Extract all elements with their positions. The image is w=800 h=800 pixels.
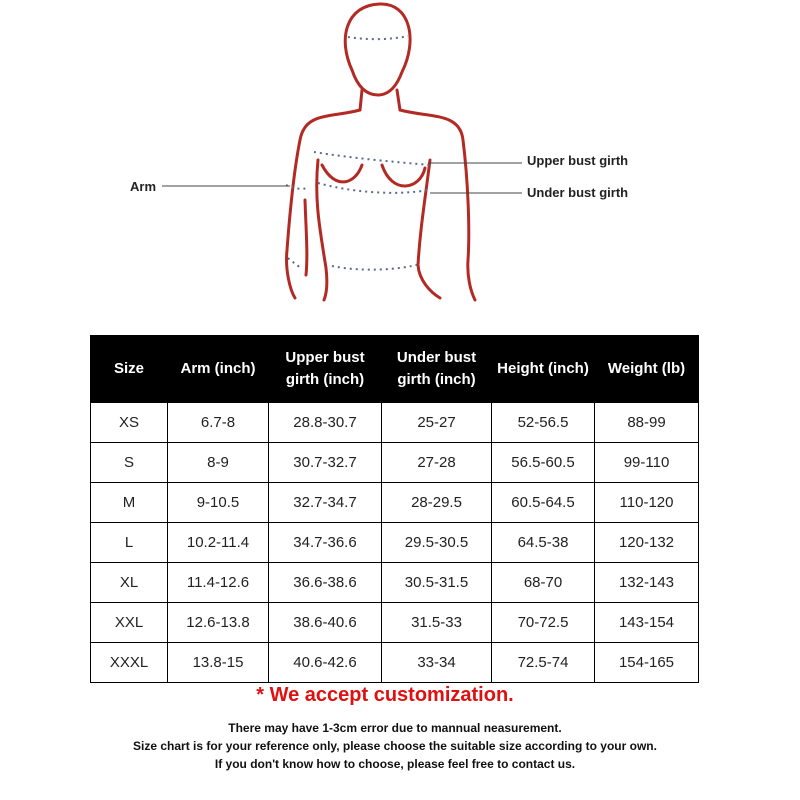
- cell-under-bust: 30.5-31.5: [382, 563, 492, 603]
- arm-label: Arm: [130, 179, 157, 194]
- cell-size: XS: [91, 403, 168, 443]
- customization-notice: * We accept customization.: [256, 684, 514, 706]
- header-upper-bust-line1: Upper bust: [285, 349, 365, 366]
- cell-size: M: [91, 483, 168, 523]
- upper-bust-label: Upper bust girth: [527, 153, 629, 168]
- table-row: [91, 643, 699, 683]
- cell-arm: 6.7-8: [168, 403, 269, 443]
- table-row: [91, 403, 699, 443]
- cell-arm: 11.4-12.6: [168, 563, 269, 603]
- header-row: [91, 336, 699, 403]
- cell-upper-bust: 34.7-36.6: [269, 523, 382, 563]
- cell-upper-bust: 40.6-42.6: [269, 643, 382, 683]
- header-size: Size: [91, 336, 168, 403]
- under-bust-label: Under bust girth: [527, 185, 629, 200]
- table-body: [91, 403, 699, 683]
- header-height: Height (inch): [492, 336, 595, 403]
- cell-weight: 132-143: [595, 563, 699, 603]
- cell-arm: 13.8-15: [168, 643, 269, 683]
- cell-weight: 120-132: [595, 523, 699, 563]
- header-under-bust-line1: Under bust: [396, 349, 477, 366]
- body-measurement-figure: [0, 0, 800, 320]
- cell-arm: 12.6-13.8: [168, 603, 269, 643]
- table-row: [91, 443, 699, 483]
- cell-height: 60.5-64.5: [492, 483, 595, 523]
- header-upper-bust: [269, 336, 382, 403]
- table-header: [91, 336, 699, 403]
- cell-height: 56.5-60.5: [492, 443, 595, 483]
- reference-note: Size chart is for your reference only, please choose the suitable size according to your own.: [133, 739, 657, 753]
- cell-weight: 154-165: [595, 643, 699, 683]
- cell-under-bust: 31.5-33: [382, 603, 492, 643]
- cell-arm: 8-9: [168, 443, 269, 483]
- cell-size: XL: [91, 563, 168, 603]
- cell-arm: 10.2-11.4: [168, 523, 269, 563]
- body-outline-illustration: [0, 0, 800, 320]
- header-arm: Arm (inch): [168, 336, 269, 403]
- header-under-bust: [382, 336, 492, 403]
- cell-under-bust: 25-27: [382, 403, 492, 443]
- cell-upper-bust: 28.8-30.7: [269, 403, 382, 443]
- size-chart-table: [90, 335, 699, 683]
- cell-weight: 99-110: [595, 443, 699, 483]
- cell-height: 52-56.5: [492, 403, 595, 443]
- cell-under-bust: 29.5-30.5: [382, 523, 492, 563]
- cell-size: XXXL: [91, 643, 168, 683]
- cell-upper-bust: 32.7-34.7: [269, 483, 382, 523]
- cell-weight: 110-120: [595, 483, 699, 523]
- cell-size: S: [91, 443, 168, 483]
- cell-weight: 88-99: [595, 403, 699, 443]
- measurement-error-note: There may have 1-3cm error due to mannual neasurement.: [228, 721, 562, 735]
- cell-height: 70-72.5: [492, 603, 595, 643]
- cell-under-bust: 28-29.5: [382, 483, 492, 523]
- contact-note: If you don't know how to choose, please feel free to contact us.: [214, 757, 576, 771]
- table-row: [91, 523, 699, 563]
- cell-height: 72.5-74: [492, 643, 595, 683]
- cell-under-bust: 33-34: [382, 643, 492, 683]
- cell-size: L: [91, 523, 168, 563]
- header-upper-bust-line2: girth (inch): [285, 371, 365, 388]
- table-row: [91, 563, 699, 603]
- cell-weight: 143-154: [595, 603, 699, 643]
- cell-upper-bust: 38.6-40.6: [269, 603, 382, 643]
- cell-arm: 9-10.5: [168, 483, 269, 523]
- cell-height: 64.5-38: [492, 523, 595, 563]
- header-weight: Weight (lb): [595, 336, 699, 403]
- table-row: [91, 603, 699, 643]
- header-under-bust-line2: girth (inch): [397, 371, 476, 388]
- cell-size: XXL: [91, 603, 168, 643]
- table-row: [91, 483, 699, 523]
- cell-height: 68-70: [492, 563, 595, 603]
- cell-upper-bust: 36.6-38.6: [269, 563, 382, 603]
- cell-under-bust: 27-28: [382, 443, 492, 483]
- cell-upper-bust: 30.7-32.7: [269, 443, 382, 483]
